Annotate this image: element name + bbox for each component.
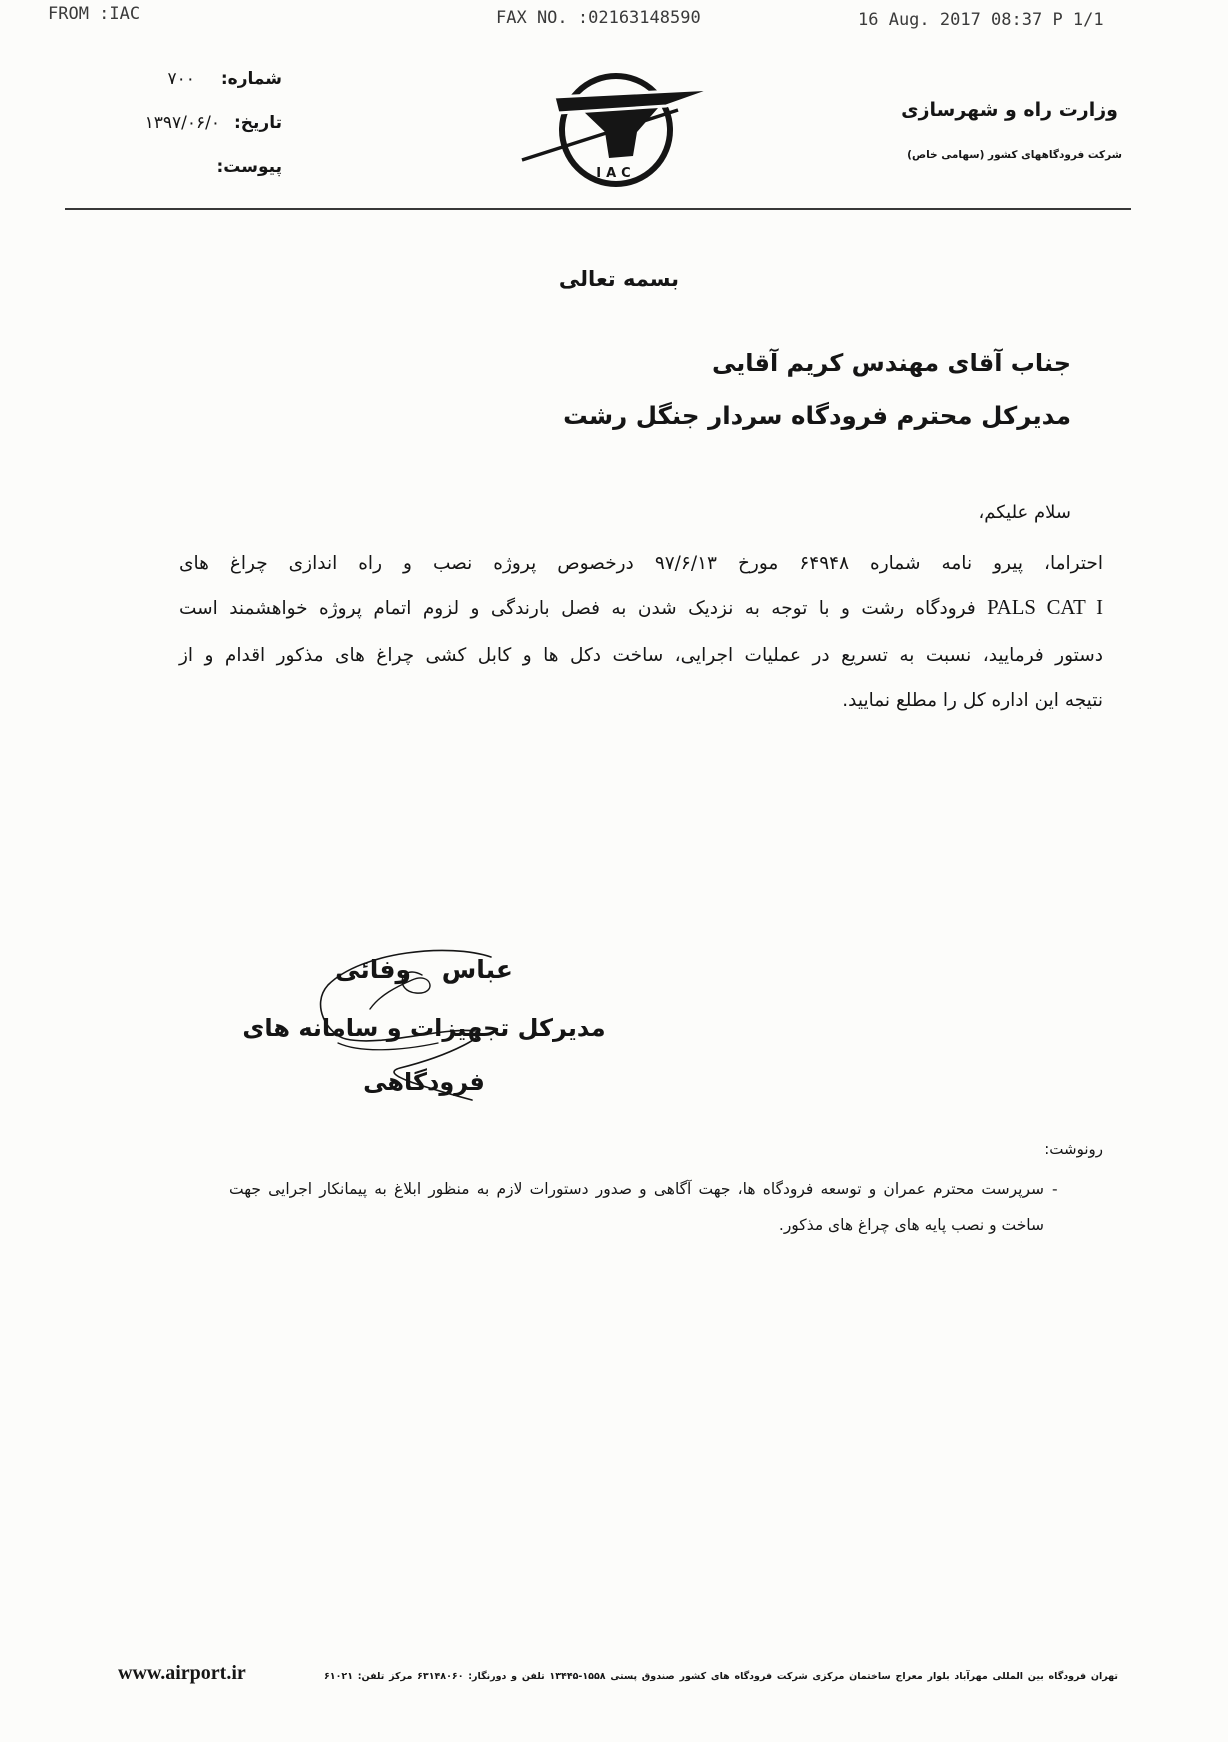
number-label: شماره: [220,69,282,89]
fax-timestamp: 16 Aug. 2017 08:37 P 1/1 [858,10,1104,30]
reference-date-row [108,110,282,154]
logo-anvil [582,108,658,158]
body-line-1 [179,550,1103,578]
ministry-name [880,97,1118,123]
signatory-title-line-2-text: فرودگاهی [363,1068,485,1096]
body-line-1-text: احتراما، پیرو نامه شماره ۶۴۹۴۸ مورخ ۹۷/۶/۱۳ درخصوص پروژه نصب و راه اندازی چراغ های [178,553,1103,574]
recipient-title-text: مدیرکل محترم فرودگاه سردار جنگل رشت [563,401,1071,430]
recipient-title [560,399,1071,433]
recipient-name [560,347,1071,379]
signatory-title-line-1-text: مدیرکل تجهیزات و سامانه های [242,1014,606,1042]
handwritten-signature-icon [300,935,550,1110]
number-value: ۷۰۰ [167,69,195,89]
recipient-name-text: جناب آقای مهندس کریم آقایی [711,349,1071,377]
system-name: PALS CAT I [987,597,1103,619]
body-line-4-text: نتیجه این اداره کل را مطلع نمایید. [842,690,1103,711]
reference-number-row [108,66,282,110]
attachment-label: پیوست: [216,157,282,177]
body-line-2-rest: فرودگاه رشت و با توجه به نزدیک شدن به فصل بارندگی و لزوم اتمام پروژه خواهشمند است [179,598,976,619]
greeting [800,500,1071,526]
fax-number: FAX NO. :02163148590 [496,8,701,28]
logo-lettering: IAC [596,166,636,181]
copy-to-line-1 [229,1177,1044,1201]
reference-attachment-row [108,154,282,198]
company-logo-icon [516,66,716,196]
date-label: تاریخ: [234,113,282,133]
footer-address [324,1660,1118,1691]
invocation-text: بسمه تعالی [558,267,680,291]
signatory-name-text: عباس وفائی [335,955,513,984]
copy-to-line-2 [600,1213,1044,1237]
body-line-4 [179,687,1103,715]
copy-to-label-text: رونوشت: [1044,1140,1103,1158]
company-name-text: شرکت فرودگاههای کشور (سهامی خاص) [907,149,1122,161]
body-line-2-text [179,598,1103,619]
fax-from: FROM :IAC [48,4,141,24]
company-name [907,141,1122,167]
footer-website: www.airport.ir [118,1662,246,1684]
letterhead-divider [65,208,1131,210]
copy-to-label [950,1138,1103,1160]
footer-address-text: تهران فرودگاه بین المللی مهرآباد بلوار معراج ساختمان مرکزی شرکت فرودگاه های کشور صندوق پستی ۱۵۵۸-۱۳۴۴۵ تلفن و دورنگار: ۶۳۱۴۸۰۶۰ مرکز تلفن: ۶۱۰۲۱ [324,1671,1118,1682]
date-value: ۱۳۹۷/۰۶/۰ [144,113,220,133]
copy-to-bullet: - [1052,1180,1058,1198]
greeting-text: سلام علیکم، [978,502,1071,523]
body-line-3 [179,642,1103,670]
reference-block [108,66,282,198]
invocation [469,265,769,293]
body-line-3-text: دستور فرمایید، نسبت به تسریع در عملیات اجرایی، ساخت دکل ها و کابل کشی چراغ های مذکور اقدام و از [179,645,1103,666]
copy-to-line-2-text: ساخت و نصب پایه های چراغ های مذکور. [778,1216,1044,1234]
copy-to-line-1-text: سرپرست محترم عمران و توسعه فرودگاه ها، جهت آگاهی و صدور دستورات لازم به منظور ابلاغ به پیمانکار اجرایی جهت [229,1180,1044,1198]
ministry-name-text: وزارت راه و شهرسازی [901,99,1118,121]
body-line-2 [179,594,1103,623]
